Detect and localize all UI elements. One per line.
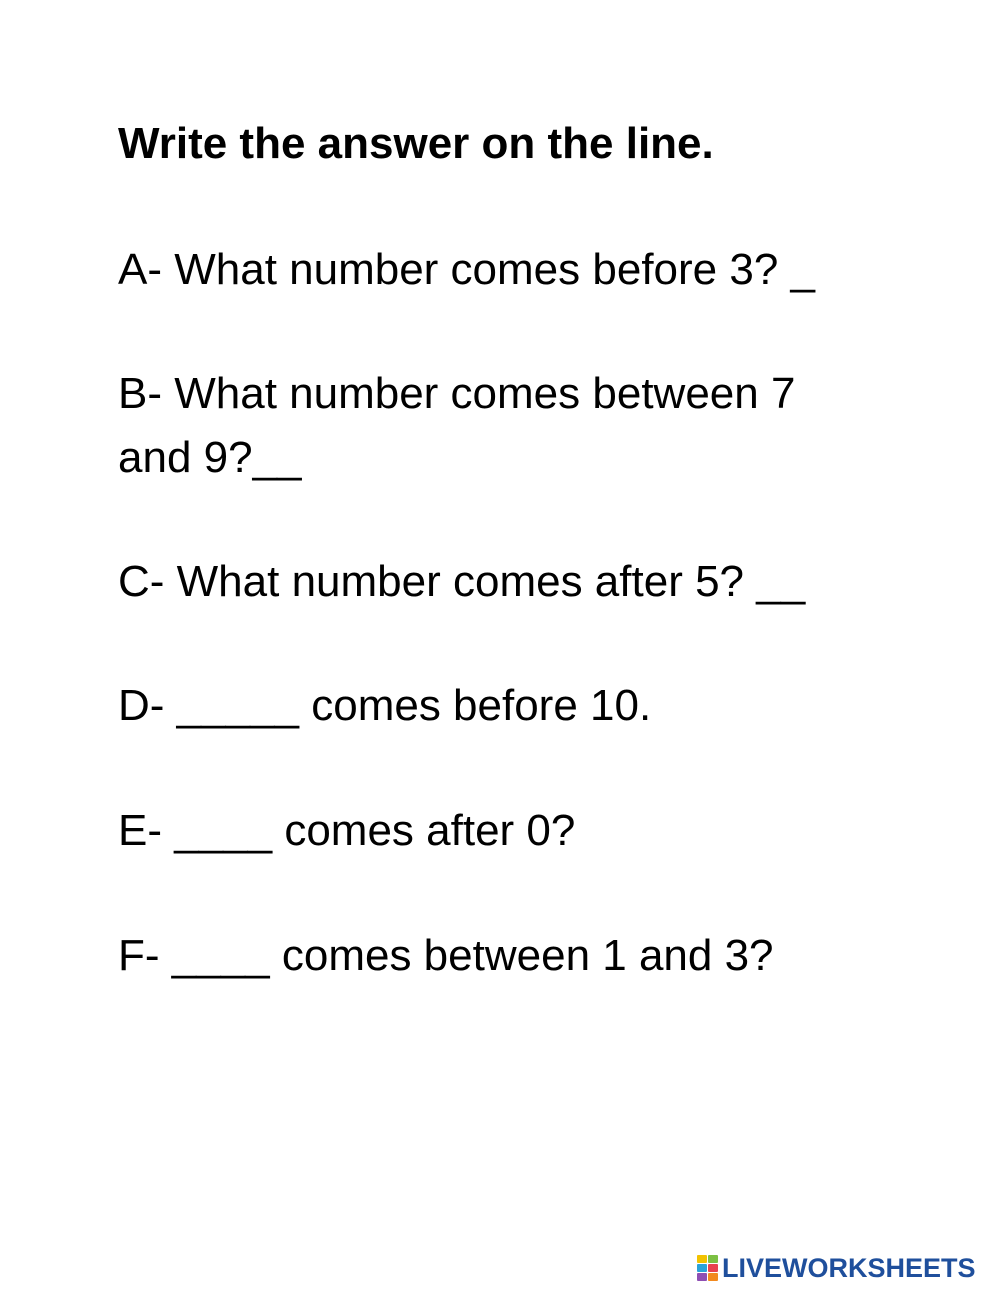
question-c-line-1: C- What number comes after 5? __ bbox=[118, 557, 806, 606]
question-f-line-1: F- ____ comes between 1 and 3? bbox=[118, 931, 774, 980]
question-f bbox=[118, 924, 774, 988]
question-e-line-1: E- ____ comes after 0? bbox=[118, 806, 576, 855]
brand-text: LIVEWORKSHEETS bbox=[722, 1253, 976, 1283]
question-b-line-1: B- What number comes between 7 bbox=[118, 369, 796, 418]
instructions-heading: Write the answer on the line. bbox=[118, 119, 714, 168]
question-d bbox=[118, 674, 651, 738]
question-b-line-2: and 9?__ bbox=[118, 433, 302, 482]
question-d-line-1: D- _____ comes before 10. bbox=[118, 681, 652, 730]
question-c bbox=[118, 550, 805, 614]
question-b bbox=[118, 362, 795, 490]
question-a bbox=[118, 238, 815, 302]
question-e bbox=[118, 799, 575, 863]
liveworksheets-brand bbox=[697, 1253, 976, 1283]
liveworksheets-logo-icon bbox=[697, 1255, 719, 1281]
question-a-line-1: A- What number comes before 3? _ bbox=[118, 245, 815, 294]
